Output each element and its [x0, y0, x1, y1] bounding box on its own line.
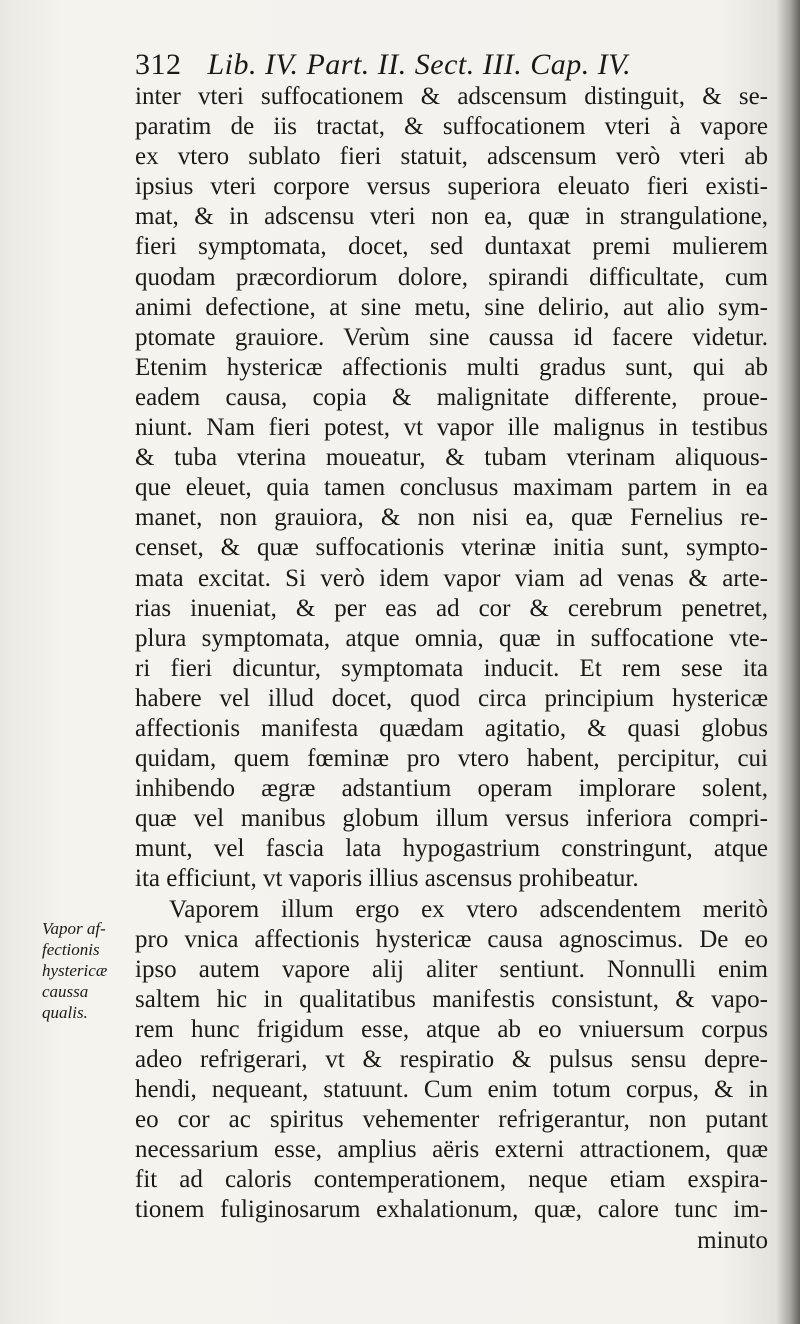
text-line: ita efficiunt, vt vaporis illius ascensus prohibeatur.	[135, 865, 639, 893]
running-header	[135, 48, 735, 82]
marginal-note	[42, 918, 134, 1023]
page-edge-shadow	[776, 0, 800, 1324]
text-line: & tuba vterina moueatur, & tubam vterinam aliquous-	[135, 444, 768, 472]
text-line: quæ vel manibus globum illum versus inferiora compri-	[135, 805, 768, 833]
text-line: mat, & in adscensu vteri non ea, quæ in strangulatione,	[135, 203, 768, 231]
text-line: quidam, quem fœminæ pro vtero habent, percipitur, cui	[135, 745, 768, 773]
text-line: animi defectione, at sine metu, sine delirio, aut alio sym-	[135, 293, 768, 321]
text-line: mata excitat. Si verò idem vapor viam ad venas & arte-	[135, 564, 768, 592]
text-line: eadem causa, copia & malignitate differente, proue-	[135, 383, 768, 411]
text-line: quodam præcordiorum dolore, spirandi difficultate, cum	[135, 263, 768, 291]
text-line: paratim de iis tractat, & suffocationem vteri à vapore	[135, 113, 768, 141]
text-line: fit ad caloris contemperationem, neque etiam exspira-	[135, 1166, 768, 1194]
text-line: que eleuet, quia tamen conclusus maximam partem in ea	[135, 474, 768, 502]
text-line: adeo refrigerari, vt & respiratio & pulsus sensu depre-	[135, 1046, 768, 1073]
marginal-note-line: qualis.	[42, 1003, 88, 1022]
text-line: plura symptomata, atque omnia, quæ in suffocatione vte-	[135, 624, 768, 652]
text-line: saltem hic in qualitatibus manifestis consistunt, & vapo-	[135, 985, 768, 1013]
marginal-note-line: caussa	[42, 982, 89, 1001]
text-line: inter vteri suffocationem & adscensum distinguit, & se-	[135, 83, 768, 110]
text-line: ipsius vteri corpore versus superiora eleuato fieri existi-	[135, 173, 768, 201]
text-line: ri fieri dicuntur, symptomata inducit. Et rem sese ita	[135, 654, 768, 682]
running-head: Lib. IV. Part. II. Sect. III. Cap. IV.	[207, 48, 632, 81]
body-text	[135, 82, 768, 1256]
text-line: affectionis manifesta quædam agitatio, & quasi globus	[135, 714, 768, 742]
text-line: necessarium esse, amplius aëris externi attractionem, quæ	[135, 1136, 768, 1164]
catchword: minuto	[697, 1226, 768, 1254]
marginal-note-line: Vapor af-	[42, 919, 106, 938]
text-line: habere vel illud docet, quod circa principium hystericæ	[135, 684, 768, 712]
text-line: hendi, nequeant, statuunt. Cum enim totum corpus, & in	[135, 1076, 768, 1104]
page-number: 312	[135, 48, 182, 81]
text-line: rias inueniat, & per eas ad cor & cerebrum penetret,	[135, 594, 768, 622]
text-line: rem hunc frigidum esse, atque ab eo vniuersum corpus	[135, 1015, 768, 1043]
text-line: fieri symptomata, docet, sed duntaxat premi mulierem	[135, 233, 768, 261]
text-line: ipso autem vapore alij aliter sentiunt. Nonnulli enim	[135, 955, 768, 983]
text-line: pro vnica affectionis hystericæ causa agnoscimus. De eo	[135, 925, 768, 953]
text-line: eo cor ac spiritus vehementer refrigerantur, non putant	[135, 1106, 768, 1134]
text-line-paragraph-start: Vaporem illum ergo ex vtero adscendentem meritò	[169, 895, 768, 923]
text-line: munt, vel fascia lata hypogastrium constringunt, atque	[135, 835, 768, 863]
marginal-note-line: fectionis	[42, 940, 100, 959]
text-line: niunt. Nam fieri potest, vt vapor ille malignus in testibus	[135, 414, 768, 442]
marginal-note-line: hystericæ	[42, 961, 108, 980]
text-line: ptomate grauiore. Verùm sine caussa id facere videtur.	[135, 323, 768, 351]
text-line: inhibendo ægræ adstantium operam implorare solent,	[135, 775, 768, 803]
text-line: tionem fuliginosarum exhalationum, quæ, calore tunc im-	[135, 1196, 768, 1224]
text-line: manet, non grauiora, & non nisi ea, quæ Fernelius re-	[135, 504, 768, 532]
text-line: Etenim hystericæ affectionis multi gradus sunt, qui ab	[135, 353, 768, 381]
text-line: censet, & quæ suffocationis vterinæ initia sunt, sympto-	[135, 534, 768, 562]
text-line: ex vtero sublato fieri statuit, adscensum verò vteri ab	[135, 143, 768, 171]
